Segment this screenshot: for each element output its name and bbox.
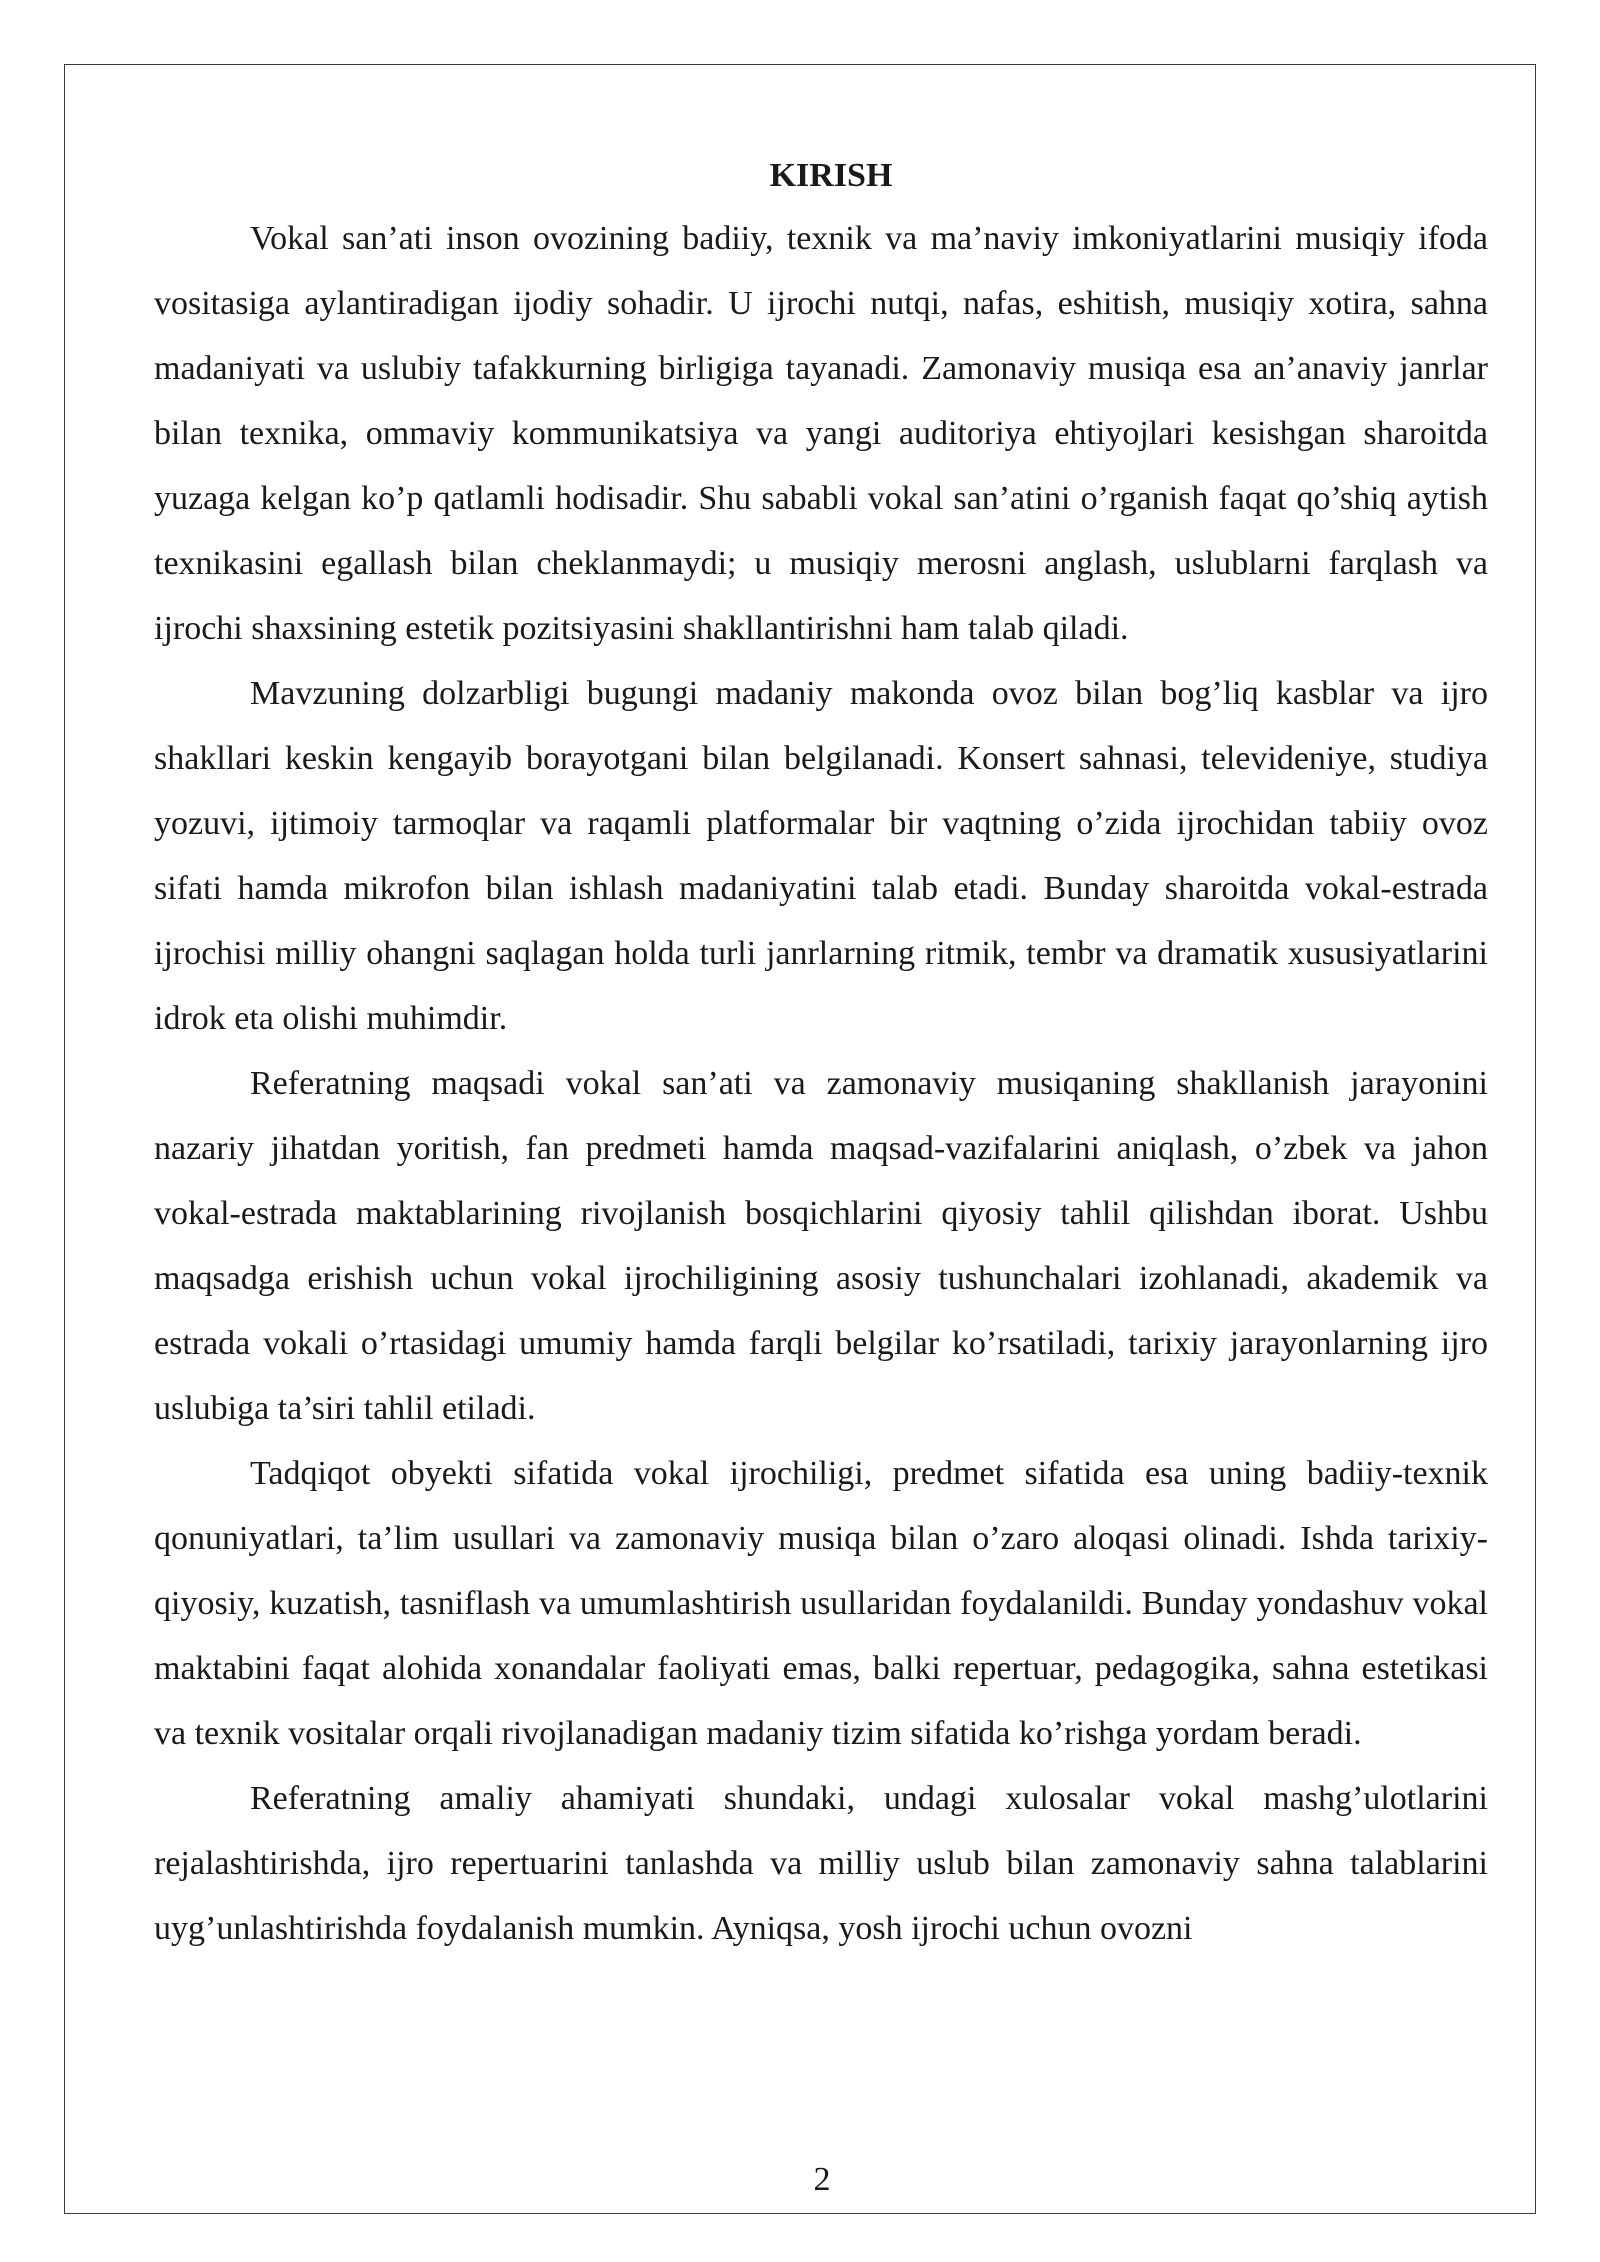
section-title: KIRISH <box>769 157 893 194</box>
document-body <box>154 150 1488 1961</box>
paragraph-relevance: Mavzuning dolzarbligi bugungi madaniy makonda ovoz bilan bog’liq kasblar va ijro shakllari keskin kengayib borayotgani bilan belgilanadi. Konsert sahnasi, televideniye, studiya yozuvi, ijtimoiy tarmoqlar va raqamli platformalar bir vaqtning o’zida ijrochidan tabiiy ovoz sifati hamda mikrofon bilan ishlash madaniyatini talab etadi. Bunday sharoitda vokal-estrada ijrochisi milliy ohangni saqlagan holda turli janrlarning ritmik, tembr va dramatik xususiyatlarini idrok eta olishi muhimdir. <box>154 675 1488 1037</box>
paragraph-goal: Referatning maqsadi vokal san’ati va zamonaviy musiqaning shakllanish jarayonini nazariy jihatdan yoritish, fan predmeti hamda maqsad-vazifalarini aniqlash, o’zbek va jahon vokal-estrada maktablarining rivojlanish bosqichlarini qiyosiy tahlil qilishdan iborat. Ushbu maqsadga erishish uchun vokal ijrochiligining asosiy tushunchalari izohlanadi, akademik va estrada vokali o’rtasidagi umumiy hamda farqli belgilar ko’rsatiladi, tarixiy jarayonlarning ijro uslubiga ta’siri tahlil etiladi. <box>154 1065 1488 1427</box>
paragraph-practical-significance: Referatning amaliy ahamiyati shundaki, undagi xulosalar vokal mashg’ulotlarini rejalashtirishda, ijro repertuarini tanlashda va milliy uslub bilan zamonaviy sahna talablarini uyg’unlashtirishda foydalanish mumkin. Ayniqsa, yosh ijrochi uchun ovozni <box>154 1780 1488 1947</box>
page-number: 2 <box>813 2161 831 2198</box>
paragraph-introduction: Vokal san’ati inson ovozining badiiy, texnik va ma’naviy imkoniyatlarini musiqiy ifoda vositasiga aylantiradigan ijodiy sohadir. U ijrochi nutqi, nafas, eshitish, musiqiy xotira, sahna madaniyati va uslubiy tafakkurning birligiga tayanadi. Zamonaviy musiqa esa an’anaviy janrlar bilan texnika, ommaviy kommunikatsiya va yangi auditoriya ehtiyojlari kesishgan sharoitda yuzaga kelgan ko’p qatlamli hodisadir. Shu sababli vokal san’atini o’rganish faqat qo’shiq aytish texnikasini egallash bilan cheklanmaydi; u musiqiy merosni anglash, uslublarni farqlash va ijrochi shaxsining estetik pozitsiyasini shakllantirishni ham talab qiladi. <box>154 220 1488 647</box>
paragraph-object-subject: Tadqiqot obyekti sifatida vokal ijrochiligi, predmet sifatida esa uning badiiy-texnik qonuniyatlari, ta’lim usullari va zamonaviy musiqa bilan o’zaro aloqasi olinadi. Ishda tarixiy-qiyosiy, kuzatish, tasniflash va umumlashtirish usullaridan foydalanildi. Bunday yondashuv vokal maktabini faqat alohida xonandalar faoliyati emas, balki repertuar, pedagogika, sahna estetikasi va texnik vositalar orqali rivojlanadigan madaniy tizim sifatida ko’rishga yordam beradi. <box>154 1455 1488 1752</box>
